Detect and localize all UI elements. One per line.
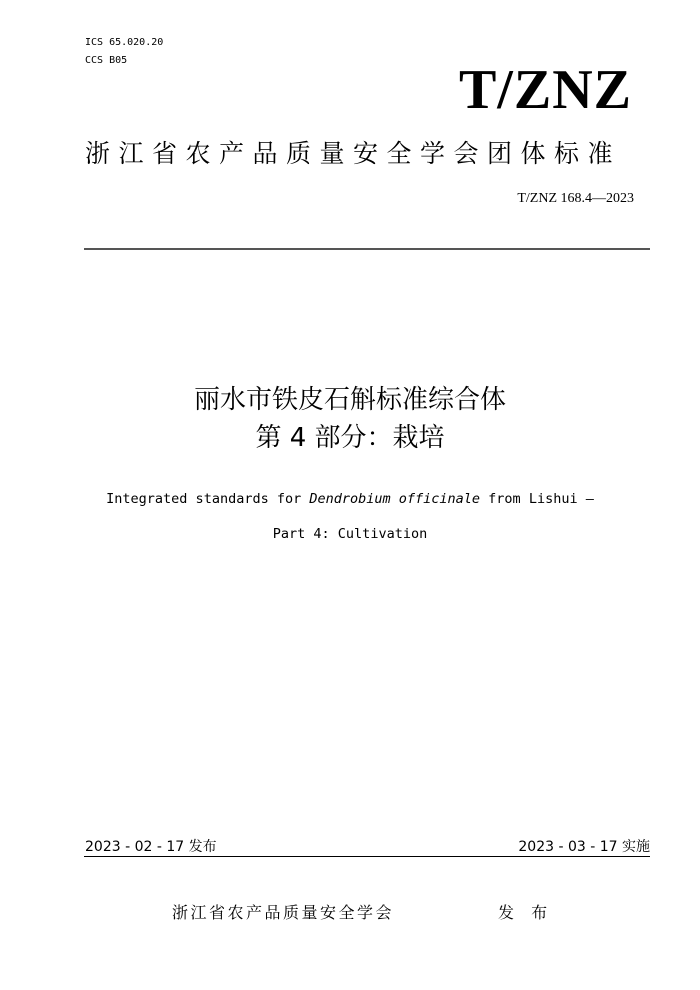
english-title-line-1	[0, 490, 700, 508]
header-divider	[84, 248, 650, 250]
organization-standard-title: 浙江省农产品质量安全学会团体标准	[85, 139, 622, 168]
ics-code: ICS 65.020.20	[85, 37, 164, 48]
chinese-title-line-1: 丽水市铁皮石斛标准综合体	[193, 385, 506, 415]
standard-logo: T/ZNZ	[458, 59, 632, 121]
standard-number: T/ZNZ 168.4—2023	[517, 191, 634, 206]
english-title-line-2: Part 4: Cultivation	[272, 526, 428, 542]
ccs-code: CCS B05	[85, 55, 128, 66]
english-title-prefix: Integrated standards for	[106, 491, 310, 507]
publish-label: 发 布	[498, 903, 554, 922]
chinese-title-line-2: 第 4 部分：栽培	[255, 423, 445, 453]
publish-date: 2023 - 02 - 17 发布	[85, 839, 217, 855]
publisher-name: 浙江省农产品质量安全学会	[172, 903, 395, 922]
english-title-suffix: from Lishui —	[480, 491, 594, 507]
footer-divider	[84, 856, 650, 857]
english-title-species: Dendrobium officinale	[309, 491, 481, 507]
implementation-date: 2023 - 03 - 17 实施	[518, 839, 650, 855]
